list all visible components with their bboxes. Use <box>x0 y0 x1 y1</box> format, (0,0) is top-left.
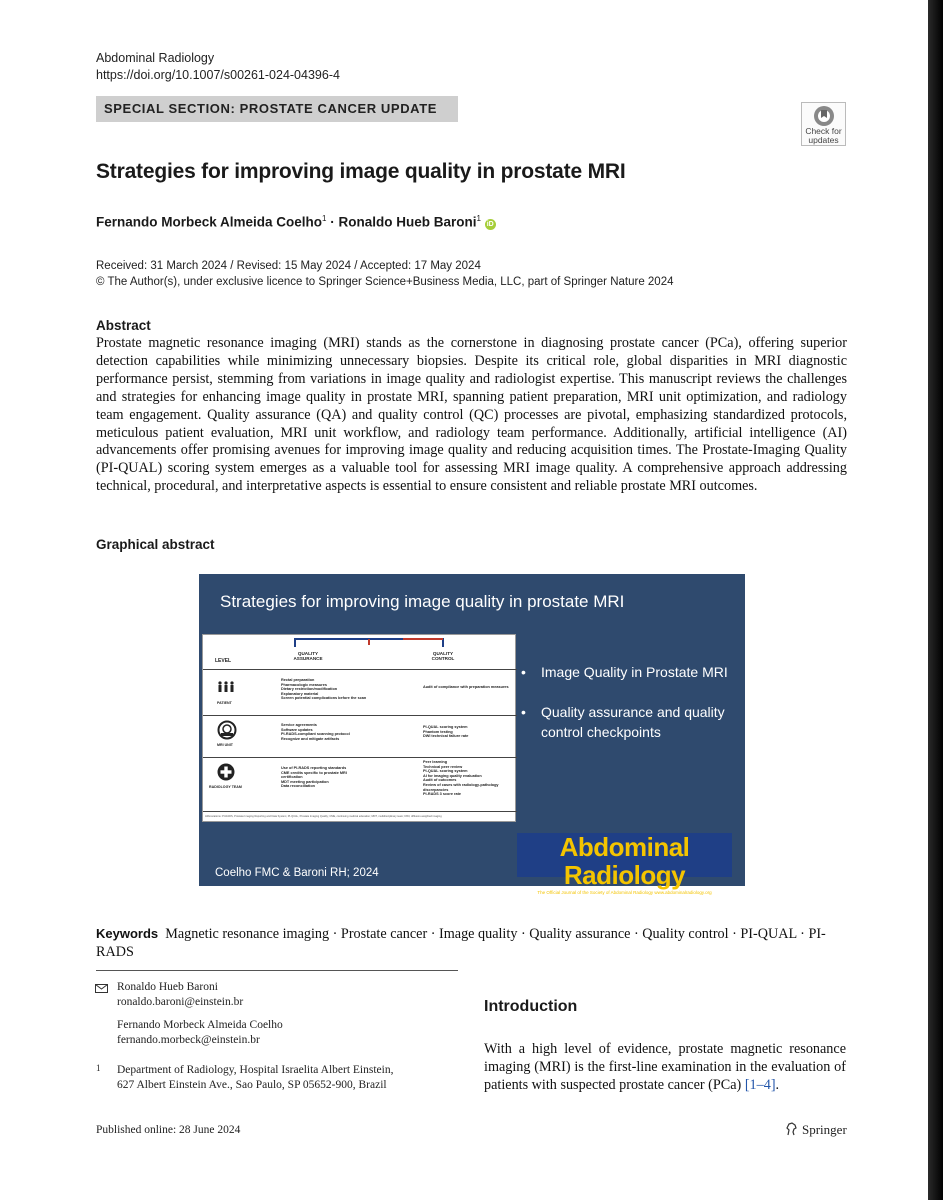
ga-qa-item: PI-RADS-compliant scanning protocol <box>281 732 350 737</box>
mri-scanner-icon <box>217 720 237 740</box>
ga-qa-item: MDT meeting participation <box>281 779 329 784</box>
publisher-name: Springer <box>802 1122 847 1137</box>
ga-qc-item: Review of cases with radiology-pathology discrepancies <box>423 782 499 792</box>
ga-bracket-graphic <box>203 635 517 655</box>
check-updates-line1: Check for <box>805 126 842 136</box>
corresponding-author <box>117 980 243 1010</box>
ga-credit: Coelho FMC & Baroni RH; 2024 <box>215 867 379 879</box>
ga-row-divider <box>203 811 517 812</box>
publisher-brand <box>785 1122 847 1138</box>
ga-row-qa-cell <box>281 723 401 741</box>
ga-qa-item: Explanatory material <box>281 691 319 696</box>
corr-author-name: Ronaldo Hueb Baroni <box>117 981 218 993</box>
ga-bullet: • Quality assurance and quality control checkpoints <box>519 702 729 742</box>
affiliation-number: 1 <box>96 1063 101 1073</box>
coauthor-name: Fernando Morbeck Almeida Coelho <box>117 1019 283 1031</box>
author-list <box>96 214 496 230</box>
ga-qc-item: AI for imaging quality evaluation <box>423 773 482 778</box>
ga-row-divider <box>203 715 517 716</box>
author-1[interactable]: Fernando Morbeck Almeida Coelho <box>96 214 323 230</box>
check-updates-line2: updates <box>808 135 839 145</box>
check-for-updates-badge[interactable] <box>801 102 846 146</box>
journal-logo-tagline: The Official Journal of the Society of Abdominal Radiology www.abdominalradiology.org <box>537 890 712 895</box>
introduction-body: With a high level of evidence, prostate magnetic resonance imaging (MRI) is the first-line examination in the evaluation of patients with suspected prostate cancer (PCa) <box>484 1041 846 1093</box>
coauthor-contact <box>117 1018 283 1048</box>
journal-logo-name: Abdominal Radiology <box>559 832 690 890</box>
introduction-heading: Introduction <box>484 998 578 1015</box>
ga-row-qa-cell <box>281 678 401 701</box>
ga-row-qc-cell <box>423 760 515 797</box>
patients-icon <box>217 681 235 693</box>
article-title: Strategies for improving image quality in prostate MRI <box>96 160 626 183</box>
ga-qa-item: Use of PI-RADS reporting standards <box>281 766 347 770</box>
ga-title: Strategies for improving image quality in prostate MRI <box>220 592 625 611</box>
author-2[interactable]: Ronaldo Hueb Baroni <box>338 214 477 230</box>
ga-row-qc-cell <box>423 685 513 690</box>
screen-edge <box>928 0 943 1200</box>
ga-row-label: RADIOLOGY TEAM <box>209 785 242 789</box>
springer-horse-icon <box>785 1122 798 1136</box>
ga-qa-item: certification <box>281 775 303 780</box>
affiliation-line-1: Department of Radiology, Hospital Israelita Albert Einstein, <box>117 1064 394 1076</box>
citation-link[interactable]: [1–4] <box>744 1077 776 1093</box>
introduction-text <box>484 1040 846 1094</box>
published-date: Published online: 28 June 2024 <box>96 1124 241 1136</box>
ga-qc-item: Audit of compliance with preparation measures <box>423 685 509 689</box>
ga-col-level: LEVEL <box>215 658 232 664</box>
orcid-icon[interactable]: iD <box>486 220 494 228</box>
coauthor-email[interactable]: fernando.morbeck@einstein.br <box>117 1033 260 1046</box>
author-1-affil: 1 <box>322 214 327 223</box>
footnote-rule <box>96 970 458 971</box>
ga-qa-item: CME credits specific to prostate MRI <box>281 770 347 775</box>
envelope-icon <box>95 984 108 993</box>
ga-qa-item: Pharmacologic measures <box>281 682 328 687</box>
ga-qc-item: PI-RADS 3 score rate <box>423 792 461 797</box>
journal-logo <box>517 832 732 895</box>
abstract-heading: Abstract <box>96 318 151 333</box>
keywords-label: Keywords <box>96 926 159 941</box>
ga-row-label: PATIENT <box>217 701 232 705</box>
ga-qc-item: PI-QUAL scoring system <box>423 769 468 774</box>
ga-qa-item: Service agreements <box>281 723 317 727</box>
ga-col-qa: QUALITY ASSURANCE <box>293 651 323 661</box>
ga-qc-item: DWI technical failure rate <box>423 734 469 739</box>
ga-qa-item: Dietary restriction/modification <box>281 687 338 692</box>
medical-cross-icon <box>217 763 235 781</box>
ga-qa-item: Rectal preparation <box>281 678 315 682</box>
author-2-affil: 1 <box>476 214 481 223</box>
affiliation-line-2: 627 Albert Einstein Ave., Sao Paulo, SP 05652-900, Brazil <box>117 1078 387 1091</box>
ga-qc-item: Peer learning <box>423 760 448 764</box>
ga-quality-table <box>202 634 516 822</box>
ga-row-divider <box>203 669 517 670</box>
ga-qc-item: Phantom testing <box>423 729 453 734</box>
ga-row-qc-cell <box>423 725 513 739</box>
ga-bullet: • Image Quality in Prostate MRI <box>519 662 729 682</box>
ga-qc-item: Audit of outcomes <box>423 778 457 783</box>
introduction-end: . <box>775 1077 780 1093</box>
journal-name: Abdominal Radiology <box>96 51 215 65</box>
ga-qc-item: Technical peer review <box>423 764 463 769</box>
graphical-abstract-heading: Graphical abstract <box>96 537 215 552</box>
ga-row-qa-cell <box>281 766 411 789</box>
ga-qa-item: Recognize and mitigate artifacts <box>281 736 340 741</box>
ga-qa-item: Software updates <box>281 727 313 732</box>
ga-table-footnote: Abbreviations: PI-RADS, Prostate Imaging Reporting and Data System; PI-QUAL, Prostate Imaging Quality; CME, continuing medical education; MDT, multidisciplinary team; DWI, diffusion-weighted imaging <box>205 815 442 818</box>
ga-row-label: MRI UNIT <box>217 743 233 747</box>
ga-col-qc: QUALITY CONTROL <box>431 651 455 661</box>
ga-qa-item: Data reconciliation <box>281 784 315 789</box>
ga-row-divider <box>203 757 517 758</box>
author-separator: · <box>326 214 339 230</box>
keywords <box>96 925 847 961</box>
doi-link[interactable]: https://doi.org/10.1007/s00261-024-04396-4 <box>96 68 340 82</box>
graphical-abstract-figure <box>199 574 745 895</box>
section-banner: SPECIAL SECTION: PROSTATE CANCER UPDATE <box>96 96 458 122</box>
copyright-line: © The Author(s), under exclusive licence to Springer Science+Business Media, LLC, part of Springer Nature 2024 <box>96 276 674 288</box>
bookmark-check-icon <box>813 105 835 127</box>
corr-author-email[interactable]: ronaldo.baroni@einstein.br <box>117 995 244 1008</box>
ga-qc-item: PI-QUAL scoring system <box>423 725 468 729</box>
abstract-text: Prostate magnetic resonance imaging (MRI) stands as the cornerstone in diagnosing prostate cancer (PCa), offering superior detection capabilities while minimizing unnecessary biopsies. Despite its critical role, global disparities in MRI diagnostic performance persist, stemming from variations in image quality and radiologist expertise. This manuscript reviews the challenges and strategies for enhancing image quality in prostate MRI, spanning patient preparation, MRI unit optimization, and radiology team engagement. Quality assurance (QA) and quality control (QC) processes are pivotal, emphasizing standardized protocols, meticulous patient evaluation, MRI unit workflow, and radiology team performance. Additionally, artificial intelligence (AI) advancements offer promising avenues for improving image quality and reducing acquisition times. The Prostate-Imaging Quality (PI-QUAL) scoring system emerges as a valuable tool for assessing MRI image quality. A comprehensive approach addressing technical, procedural, and interpretative aspects is essential to ensure consistent and reliable prostate MRI outcomes. <box>96 335 847 495</box>
ga-qa-item: Screen potential complications before the scan <box>281 696 367 701</box>
affiliation <box>117 1063 393 1093</box>
article-dates: Received: 31 March 2024 / Revised: 15 May 2024 / Accepted: 17 May 2024 <box>96 260 481 272</box>
ga-bullet-list <box>519 662 729 762</box>
keywords-list: Magnetic resonance imaging · Prostate cancer · Image quality · Quality assurance · Quality control · PI-QUAL · PI-RADS <box>96 926 826 960</box>
